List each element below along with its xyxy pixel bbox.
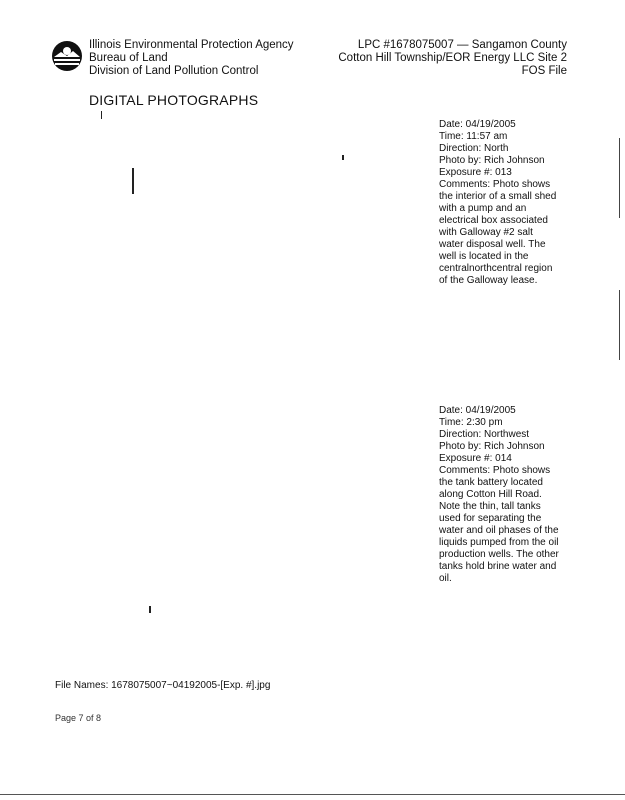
iepa-logo-icon	[51, 40, 83, 72]
page-divider	[0, 794, 625, 795]
photo-time: Time: 11:57 am	[439, 131, 508, 142]
agency-block	[89, 39, 294, 78]
scan-mark	[132, 168, 134, 194]
photo-caption	[439, 119, 559, 287]
photo-time: Time: 2:30 pm	[439, 417, 503, 428]
photo-direction: Direction: Northwest	[439, 429, 530, 440]
file-names: File Names: 1678075007~04192005-[Exp. #].jpg	[55, 680, 271, 691]
site-block	[338, 39, 567, 78]
scan-edge	[619, 138, 620, 218]
page-title: DIGITAL PHOTOGRAPHS	[89, 92, 259, 108]
page-number: Page 7 of 8	[55, 713, 102, 723]
scan-edge	[619, 290, 620, 360]
photo-comments: Comments: Photo shows the tank battery located along Cotton Hill Road. Note the thin, tall tanks used for separating the water and oil phases of the liquids pumped from the oil production wells. The other tanks hold brine water and oil.	[439, 465, 559, 584]
photo-by: Photo by: Rich Johnson	[439, 155, 545, 166]
agency-name: Illinois Environmental Protection Agency	[89, 39, 294, 51]
scan-mark	[101, 111, 102, 119]
scan-mark	[342, 155, 344, 160]
scan-mark	[149, 606, 151, 613]
photo-caption	[439, 405, 559, 585]
bureau-name: Bureau of Land	[89, 52, 168, 64]
photo-date: Date: 04/19/2005	[439, 405, 516, 416]
photo-exposure: Exposure #: 013	[439, 167, 512, 178]
photo-comments: Comments: Photo shows the interior of a small shed with a pump and an electrical box associated with Galloway #2 salt water disposal well. The well is located in the centralnorthcentral region of the Galloway lease.	[439, 179, 557, 286]
photo-by: Photo by: Rich Johnson	[439, 441, 545, 452]
site-file: FOS File	[521, 65, 567, 77]
photo-direction: Direction: North	[439, 143, 509, 154]
site-name: Cotton Hill Township/EOR Energy LLC Site 2	[338, 52, 567, 64]
photo-exposure: Exposure #: 014	[439, 453, 512, 464]
division-name: Division of Land Pollution Control	[89, 65, 259, 77]
photo-date: Date: 04/19/2005	[439, 119, 516, 130]
site-lpc: LPC #1678075007 — Sangamon County	[357, 39, 567, 51]
